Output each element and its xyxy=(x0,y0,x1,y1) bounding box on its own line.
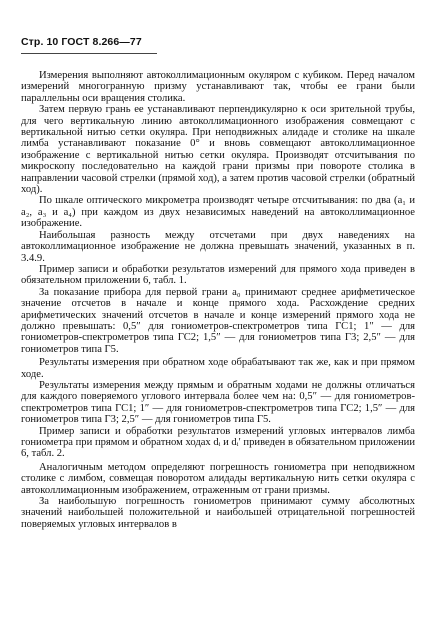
paragraph: Результаты измерения при обратном ходе обрабатывают так же, как и при прямом ходе. xyxy=(21,357,415,380)
page-header: Стр. 10 ГОСТ 8.266—77 xyxy=(21,36,142,48)
paragraph: Аналогичным методом определяют погрешность гониометра при неподвижном столике с лимбом, совмещая поворотом алидады вертикальную нить сетки окуляра с автоколлимационным изображением, отраженным от грани призмы. xyxy=(21,461,415,496)
paragraph: Измерения выполняют автоколлимационным окуляром с кубиком. Перед началом измерений многогранную призму устанавливают так, чтобы ее грани были параллельны оси вращения столика. xyxy=(21,70,415,104)
paragraph: По шкале оптического микрометра производят четыре отсчитывания: по два (a₁ и a₂, a₃ и a₄) при каждом из двух независимых наведений на автоколлимационное изображение. xyxy=(21,195,415,230)
paragraph: Пример записи и обработки результатов измерений для прямого хода приведен в обязательном приложении 6, табл. 1. xyxy=(21,263,415,287)
paragraph: Пример записи и обработки результатов измерений угловых интервалов лимба гониометра при прямом и обратном ходах dᵢ и dᵢ′ приведен в обязательном приложении 6, табл. 2. xyxy=(21,425,415,460)
paragraph: Наибольшая разность между отсчетами при двух наведениях на автоколлимационное изображение не должна превышать значений, указанных в п. 3.4.9. xyxy=(21,229,415,264)
paragraph: Затем первую грань ее устанавливают перпендикулярно к оси зрительной трубы, для чего вертикальную линию автоколлимационного изображения совмещают с вертикальной нитью сетки окуляра. При неподвижных алидаде и столике на шкале лимба устанавливают показание 0° и вновь совмещают автоколлимационное изображение с вертикальной нитью сетки окуляра. Производят отсчитывания по микроскопу последовательно на каждой грани призмы при повороте столика в направлении часовой стрелки (прямой ход), а затем против часовой стрелки (обратный ход). xyxy=(21,104,415,196)
paragraph: За наибольшую погрешность гониометров принимают сумму абсолютных значений наибольшей положительной и наибольшей отрицательной погрешностей поверяемых угловых интервалов в xyxy=(21,496,415,530)
header-rule xyxy=(21,53,157,54)
paragraph: Результаты измерения между прямым и обратным ходами не должны отличаться для каждого поверяемого углового интервала более чем на: 0,5″ — для гониометров-спектрометров типа ГС1; 1″ — для гониометров-спектрометров типа ГС2; 1,5″ — для гониометров типа Г3; 2,5″ — для гониометров типа Г5. xyxy=(21,379,415,426)
body-text xyxy=(21,70,415,530)
paragraph: За показание прибора для первой грани a₀ принимают среднее арифметическое значение отсчетов в начале и конце прямого хода. Расхождение средних арифметических значений отсчетов в начале и конце измерений прямого хода не должно превышать: 0,5″ для гониометров-спектрометров типа ГС1; 1″ — для гониометров-спектрометров типа ГС2; 1,5″ — для гониометров типа Г3; 2,5″ — для гониометров типа Г5. xyxy=(21,286,415,355)
